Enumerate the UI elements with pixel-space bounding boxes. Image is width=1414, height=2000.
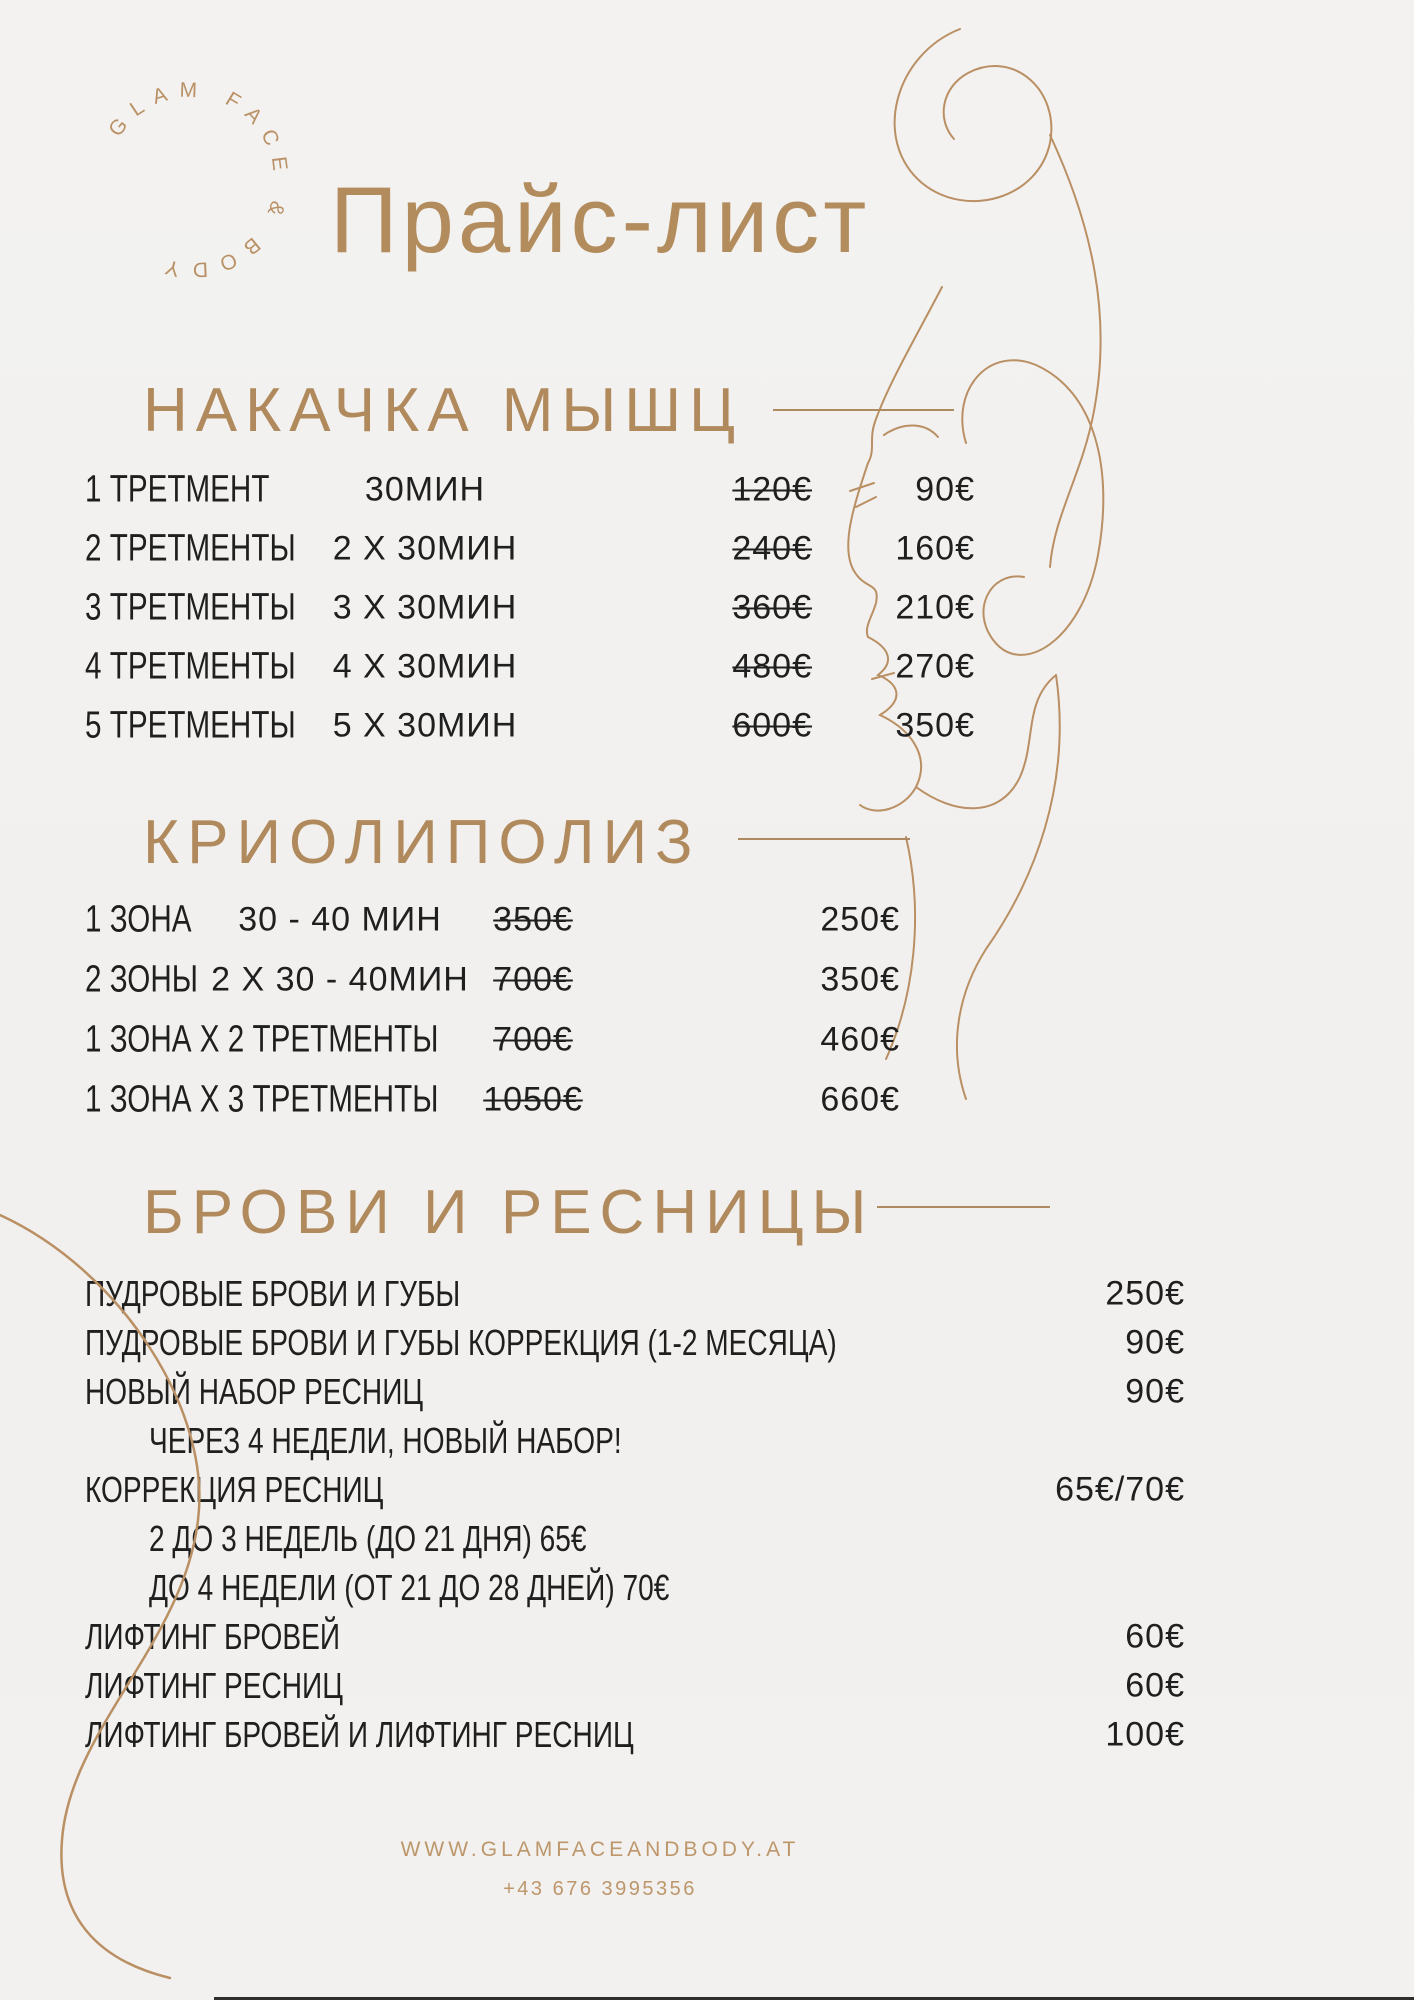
current-price: 60€ [1125, 1666, 1185, 1704]
current-price: 250€ [820, 900, 900, 939]
heading-rule [738, 838, 910, 840]
service-duration: 30МИН [364, 470, 486, 508]
current-price: 90€ [915, 470, 975, 508]
logo-circular-text: GLAM FACE & BODY [104, 78, 293, 282]
service-name: ЛИФТИНГ РЕСНИЦ [85, 1664, 343, 1706]
table-row [85, 637, 975, 696]
list-item [85, 1612, 1185, 1661]
service-name: ЛИФТИНГ БРОВЕЙ [85, 1615, 341, 1657]
current-price: 250€ [1105, 1274, 1185, 1312]
old-price: 360€ [732, 588, 812, 626]
list-item [85, 1465, 1185, 1514]
cryolipolysis-table [85, 890, 900, 1130]
current-price: 460€ [820, 1020, 900, 1059]
service-duration: 3 X 30МИН [332, 588, 518, 626]
phone-number: +43 676 3995356 [503, 1878, 697, 1900]
website-url: WWW.GLAMFACEANDBODY.AT [400, 1838, 800, 1861]
service-name: 1 ЗОНА X 3 ТРЕТМЕНТЫ [85, 1078, 439, 1121]
old-price: 700€ [493, 1020, 573, 1059]
old-price: 350€ [493, 900, 573, 939]
table-row [85, 950, 900, 1010]
old-price: 700€ [493, 960, 573, 999]
list-item [85, 1710, 1185, 1759]
heading-rule [877, 1206, 1050, 1208]
service-duration: 5 X 30МИН [332, 706, 518, 744]
old-price: 1050€ [483, 1080, 583, 1119]
current-price: 660€ [820, 1080, 900, 1119]
table-row [85, 578, 975, 637]
service-note: ЧЕРЕЗ 4 НЕДЕЛИ, НОВЫЙ НАБОР! [149, 1419, 622, 1461]
list-item-note [85, 1514, 1185, 1563]
service-duration: 30 - 40 МИН [238, 900, 442, 939]
service-note: ДО 4 НЕДЕЛИ (ОТ 21 ДО 28 ДНЕЙ) 70€ [149, 1566, 670, 1608]
service-name: ПУДРОВЫЕ БРОВИ И ГУБЫ [85, 1272, 461, 1314]
service-name: 3 ТРЕТМЕНТЫ [85, 586, 296, 628]
section-heading-cryolipolysis: КРИОЛИПОЛИЗ [143, 808, 701, 877]
table-row [85, 460, 975, 519]
table-row [85, 890, 900, 950]
service-name: ЛИФТИНГ БРОВЕЙ И ЛИФТИНГ РЕСНИЦ [85, 1713, 634, 1755]
list-item-note [85, 1416, 1185, 1465]
table-row [85, 696, 975, 755]
current-price: 65€/70€ [1055, 1470, 1185, 1508]
current-price: 270€ [895, 647, 975, 685]
list-item [85, 1318, 1185, 1367]
service-name: НОВЫЙ НАБОР РЕСНИЦ [85, 1370, 424, 1412]
service-name: 4 ТРЕТМЕНТЫ [85, 645, 296, 687]
service-name: ПУДРОВЫЕ БРОВИ И ГУБЫ КОРРЕКЦИЯ (1-2 МЕСЯЦА) [85, 1321, 837, 1363]
service-note: 2 ДО 3 НЕДЕЛЬ (ДО 21 ДНЯ) 65€ [149, 1517, 587, 1559]
table-row [85, 1070, 900, 1130]
table-row [85, 1010, 900, 1070]
old-price: 120€ [732, 470, 812, 508]
service-name: 5 ТРЕТМЕНТЫ [85, 704, 296, 746]
list-item-note [85, 1563, 1185, 1612]
section-heading-muscle-pumping: НАКАЧКА МЫШЦ [143, 376, 743, 445]
old-price: 480€ [732, 647, 812, 685]
current-price: 210€ [895, 588, 975, 626]
service-name: 1 ЗОНА [85, 898, 192, 941]
list-item [85, 1269, 1185, 1318]
current-price: 90€ [1125, 1372, 1185, 1410]
service-name: 1 ЗОНА X 2 ТРЕТМЕНТЫ [85, 1018, 439, 1061]
service-name: 2 ЗОНЫ [85, 958, 198, 1001]
table-row [85, 519, 975, 578]
glam-face-body-logo [83, 72, 299, 288]
service-duration: 4 X 30МИН [332, 647, 518, 685]
service-name: КОРРЕКЦИЯ РЕСНИЦ [85, 1468, 384, 1510]
current-price: 350€ [895, 706, 975, 744]
current-price: 350€ [820, 960, 900, 999]
service-duration: 2 X 30 - 40МИН [211, 960, 469, 999]
list-item [85, 1661, 1185, 1710]
section-heading-brows-lashes: БРОВИ И РЕСНИЦЫ [143, 1178, 875, 1247]
old-price: 600€ [732, 706, 812, 744]
current-price: 160€ [895, 529, 975, 567]
heading-rule [773, 409, 954, 411]
current-price: 90€ [1125, 1323, 1185, 1361]
service-name: 1 ТРЕТМЕНТ [85, 468, 270, 510]
muscle-pumping-table [85, 460, 975, 755]
list-item [85, 1367, 1185, 1416]
old-price: 240€ [732, 529, 812, 567]
current-price: 100€ [1105, 1715, 1185, 1753]
page-title: Прайс-лист [330, 167, 871, 272]
service-duration: 2 X 30МИН [332, 529, 518, 567]
brows-lashes-list [85, 1269, 1185, 1759]
current-price: 60€ [1125, 1617, 1185, 1655]
service-name: 2 ТРЕТМЕНТЫ [85, 527, 296, 569]
